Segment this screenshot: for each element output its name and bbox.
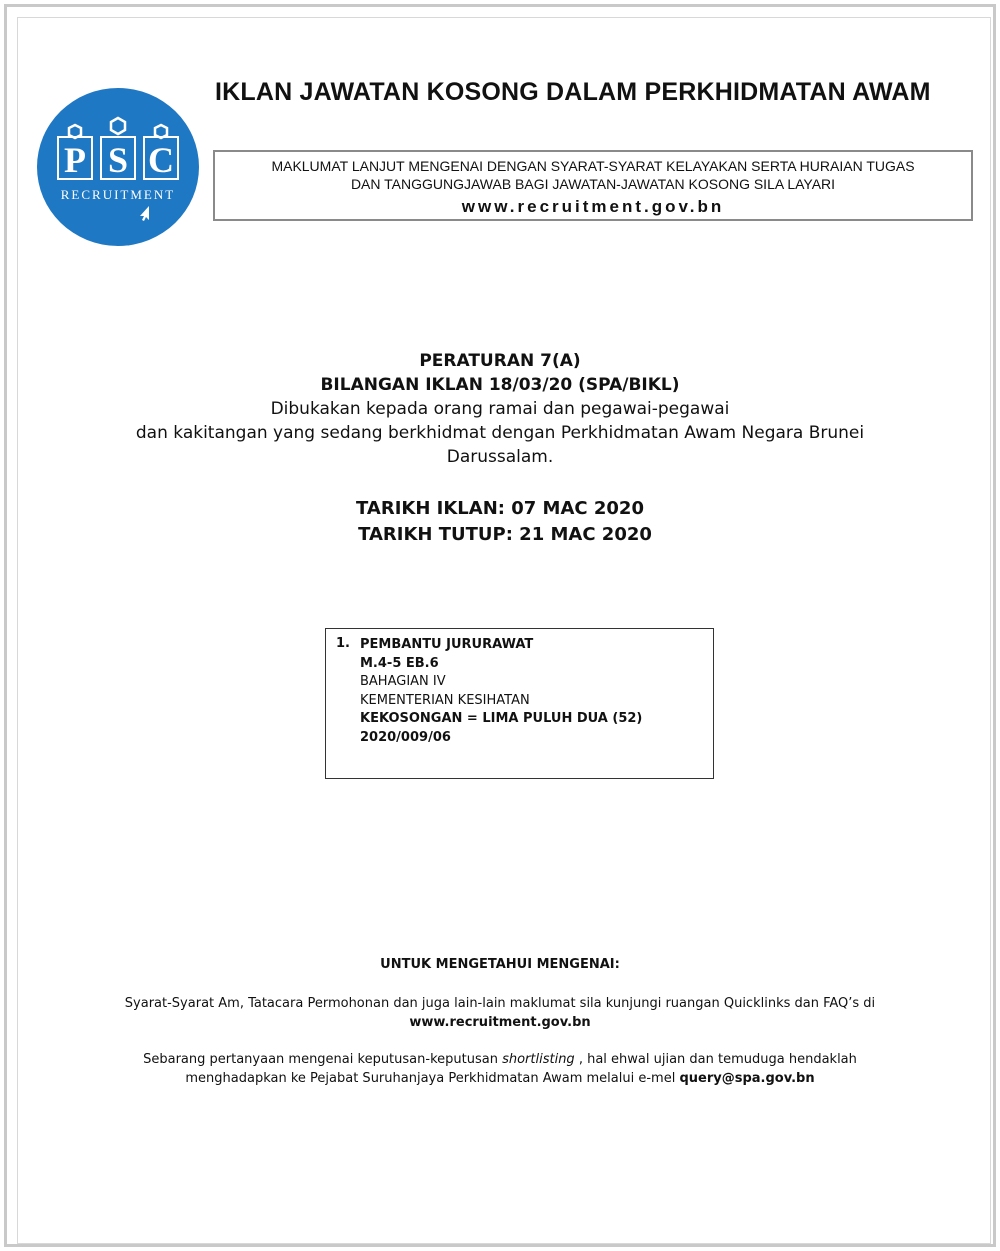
job-vacancy-box xyxy=(325,628,714,779)
job-vacancies: KEKOSONGAN = LIMA PULUH DUA (52) xyxy=(360,711,643,726)
job-division: BAHAGIAN IV xyxy=(360,674,446,689)
psc-recruitment-logo xyxy=(37,88,199,246)
footer-text: , hal ehwal ujian dan temuduga hendaklah xyxy=(574,1052,857,1067)
regulation-heading: PERATURAN 7(A) xyxy=(419,351,581,371)
notice-block xyxy=(60,349,940,469)
footer-italic-text: shortlisting xyxy=(502,1052,575,1067)
job-ministry: KEMENTERIAN KESIHATAN xyxy=(360,692,530,708)
recruitment-link[interactable]: www.recruitment.gov.bn xyxy=(461,197,725,216)
info-box xyxy=(213,150,973,221)
info-line-1: MAKLUMAT LANJUT MENGENAI DENGAN SYARAT-SYARAT KELAYAKAN SERTA HURAIAN TUGAS xyxy=(271,158,915,174)
footer-link[interactable]: www.recruitment.gov.bn xyxy=(409,1015,591,1030)
footer-text: menghadapkan ke Pejabat Suruhanjaya Perkhidmatan Awam melalui e-mel xyxy=(185,1071,680,1086)
logo-letter: P xyxy=(57,136,93,180)
ad-date: TARIKH IKLAN: 07 MAC 2020 xyxy=(356,498,644,519)
job-scale: M.4-5 EB.6 xyxy=(360,655,439,671)
logo-letters xyxy=(57,136,179,182)
info-line-2: DAN TANGGUNGJAWAB BAGI JAWATAN-JAWATAN KOSONG SILA LAYARI xyxy=(350,176,836,192)
job-number: 1. xyxy=(336,636,350,651)
closing-date: TARIKH TUTUP: 21 MAC 2020 xyxy=(358,524,652,545)
ad-number-heading: BILANGAN IKLAN 18/03/20 (SPA/BIKL) xyxy=(320,375,680,395)
dates-block xyxy=(60,496,940,548)
contact-email-link[interactable]: query@spa.gov.bn xyxy=(679,1071,815,1086)
footer xyxy=(80,955,920,1088)
footer-paragraph-2 xyxy=(80,1050,920,1069)
job-details xyxy=(360,636,642,747)
footer-text: Sebarang pertanyaan mengenai keputusan-keputusan xyxy=(143,1052,503,1067)
logo-subtitle: RECRUITMENT xyxy=(60,187,176,202)
eligibility-line-3: Darussalam. xyxy=(446,447,554,467)
logo-letter: C xyxy=(143,136,179,180)
footer-heading: UNTUK MENGETAHUI MENGENAI: xyxy=(380,957,620,972)
footer-paragraph-1: Syarat-Syarat Am, Tatacara Permohonan dan juga lain-lain maklumat sila kunjungi ruangan Quicklinks dan FAQ’s di xyxy=(124,996,876,1011)
eligibility-line-1: Dibukakan kepada orang ramai dan pegawai-pegawai xyxy=(270,399,730,419)
page-title: IKLAN JAWATAN KOSONG DALAM PERKHIDMATAN AWAM xyxy=(215,78,931,106)
job-title: PEMBANTU JURURAWAT xyxy=(360,637,534,652)
eligibility-line-2: dan kakitangan yang sedang berkhidmat dengan Perkhidmatan Awam Negara Brunei xyxy=(135,423,865,443)
footer-paragraph-3 xyxy=(80,1069,920,1088)
job-reference: 2020/009/06 xyxy=(360,729,451,745)
logo-letter: S xyxy=(100,136,136,180)
